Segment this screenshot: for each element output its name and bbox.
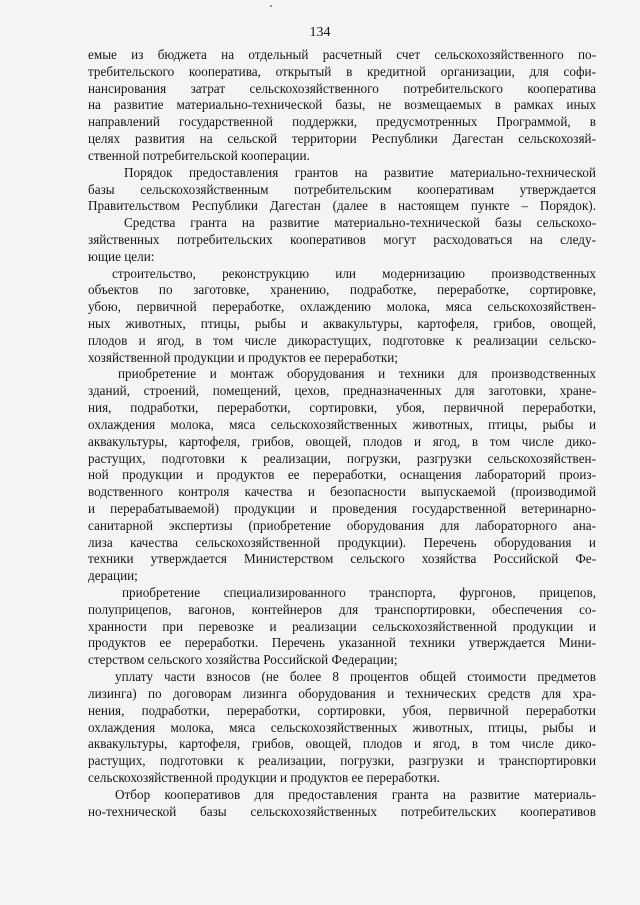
text-line: санитарной экспертизы (приобретение оборудования для лабораторного ана-	[88, 517, 596, 533]
text-line: Порядок предоставления грантов на развитие материально-технической	[124, 164, 596, 180]
text-line: продуктов ее переработки. Перечень указанной техники утверждается Мини-	[88, 635, 596, 651]
text-line: сельскохозяйственной продукции и продуктов ее переработки.	[88, 769, 440, 785]
text-line: лиза качества сельскохозяйственной продукции). Перечень оборудования и	[88, 534, 596, 550]
text-line: уплату части взносов (не более 8 процентов общей стоимости предметов	[115, 669, 596, 685]
text-line: полуприцепов, вагонов, контейнеров для транспортировки, обеспечения со-	[88, 601, 596, 617]
text-line: техники утверждается Министерством сельского хозяйства Российской Фе-	[88, 551, 596, 567]
text-line: приобретение и монтаж оборудования и техники для производственных	[118, 366, 596, 382]
text-line: аквакультуры, картофеля, грибов, овощей, плодов и ягод, в том числе дико-	[88, 433, 596, 449]
text-line: но-технической базы сельскохозяйственных потребительских кооперативов	[88, 803, 596, 819]
text-line: базы сельскохозяйственным потребительским кооперативам утверждается	[88, 181, 596, 197]
text-line: растущих, подготовки к реализации, погрузки, разгрузки сельскохозяйствен-	[88, 450, 596, 466]
text-line: Средства гранта на развитие материально-технической базы сельскохо-	[124, 215, 596, 231]
text-line: стерством сельского хозяйства Российской Федерации;	[88, 652, 398, 668]
text-line: требительского кооператива, открытый в кредитной организации, для софи-	[88, 63, 596, 79]
text-line: дерации;	[88, 568, 138, 584]
text-line: растущих, подготовки к реализации, погрузки, разгрузки и транспортировки	[88, 753, 596, 769]
text-line: плодов и ягод, в том числе дикорастущих, подготовке к реализации сельско-	[88, 332, 596, 348]
text-line: объектов по заготовке, хранению, подработке, переработке, сортировке,	[88, 282, 596, 298]
text-line: аквакультуры, картофеля, грибов, овощей, плодов и ягод, в том числе дико-	[88, 736, 596, 752]
text-line: строительство, реконструкцию или модернизацию производственных	[112, 265, 596, 281]
text-line: охлаждения молока, мяса сельскохозяйственных животных, птицы, рыбы и	[88, 719, 596, 735]
text-line: приобретение специализированного транспорта, фургонов, прицепов,	[122, 585, 596, 600]
text-line: хозяйственной продукции и продуктов ее переработки;	[88, 349, 399, 365]
text-line: ственной потребительской кооперации.	[88, 147, 310, 163]
text-line: водственного контроля качества и безопасности выпускаемой (производимой	[88, 484, 596, 500]
text-line: ния, подработки, переработки, сортировки, убоя, первичной переработки,	[88, 400, 596, 416]
text-line: ющие цели:	[88, 248, 155, 264]
text-line: зяйственных потребительских кооперативов могут расходоваться на следу-	[88, 231, 596, 247]
text-line: Отбор кооперативов для предоставления гранта на развитие материаль-	[115, 786, 596, 802]
scan-speck	[270, 5, 272, 7]
text-line: ных животных, птицы, рыбы и аквакультуры, картофеля, грибов, овощей,	[88, 316, 596, 331]
text-line: убою, первичной переработке, охлаждению молока, мяса сельскохозяйствен-	[88, 299, 596, 315]
text-line: зданий, строений, помещений, цехов, предназначенных для заготовки, хране-	[88, 383, 596, 399]
body-text	[88, 47, 596, 820]
page-number: 134	[309, 25, 331, 40]
text-line: на развитие материально-технической базы, не возмещаемых в рамках иных	[88, 97, 596, 113]
text-line: целях развития на сельской территории Республики Дагестан сельскохозяй-	[88, 131, 596, 147]
text-line: Правительством Республики Дагестан (далее в настоящем пункте – Порядок).	[88, 198, 596, 214]
text-line: ной продукции и продуктов ее переработки, оснащения лабораторий произ-	[88, 467, 596, 483]
text-line: хранности при перевозке и реализации сельскохозяйственной продукции и	[88, 618, 596, 634]
text-line: нения, подработки, переработки, сортировки, убоя, первичной переработки	[88, 702, 596, 718]
text-line: направлений государственной поддержки, предусмотренных Программой, в	[88, 114, 596, 130]
text-line: лизинга) по договорам лизинга оборудования и технических средств для хра-	[88, 685, 596, 701]
text-line: нансирования затрат сельскохозяйственного потребительского кооператива	[88, 80, 596, 96]
text-line: емые из бюджета на отдельный расчетный счет сельскохозяйственного по-	[88, 47, 596, 62]
text-line: и перерабатываемой) продукции и проведения государственной ветеринарно-	[88, 500, 596, 516]
text-line: охлаждения молока, мяса сельскохозяйственных животных, птицы, рыбы и	[88, 416, 596, 432]
